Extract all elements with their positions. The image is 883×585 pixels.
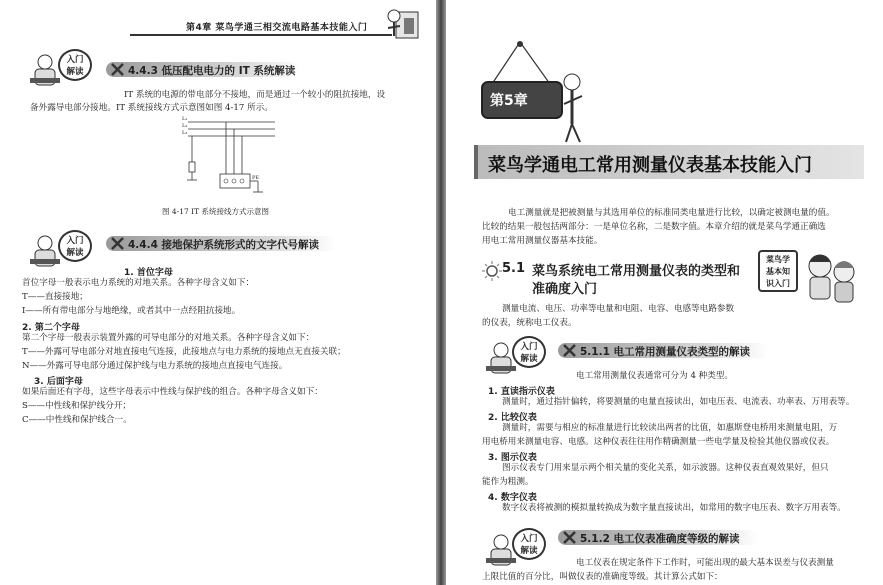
paragraph-line: N——外露可导电部分通过保护线与电力系统的接地点直接电气连接。 — [22, 361, 288, 371]
paragraph-line: 电工仪表在规定条件下工作时，可能出现的最大基本误差与仪表测量 — [576, 558, 834, 568]
mascot-icon — [486, 532, 516, 572]
section-number-5-1: 5.1 — [502, 261, 526, 276]
paragraph-line: 电工常用测量仪表通常可分为 4 种类型。 — [576, 371, 734, 381]
paragraph-line: IT 系统的电源的带电部分不接地，而是通过一个较小的阻抗接地，设 — [124, 90, 386, 100]
chapter-tag: 第5章 — [490, 93, 528, 109]
intro-badge — [58, 49, 92, 81]
diagram-label-l2: L₂ — [182, 123, 188, 129]
badge-line: 解读 — [66, 248, 84, 258]
tools-icon — [562, 530, 578, 545]
badge-line: 解读 — [520, 546, 538, 556]
intro-badge — [512, 528, 546, 560]
diagram-label-l3: L₃ — [182, 130, 188, 136]
badge-line: 解读 — [66, 67, 84, 77]
subheading: 4. 数字仪表 — [488, 493, 537, 503]
paragraph-line: 用电工常用测量仪器基本技能。 — [482, 236, 603, 246]
subheading: 1. 首位字母 — [124, 268, 173, 278]
tools-icon — [110, 236, 126, 251]
paragraph-line: 电工测量就是把被测量与其选用单位的标准同类电量进行比较，以确定被测电量的值。 — [508, 208, 835, 218]
paragraph-line: 数字仪表将被测的模拟量转换成为数字量直接读出，如常用的数字电压表、数字万用表等。 — [502, 503, 846, 513]
bubble-line: 菜鸟学 — [766, 255, 790, 264]
badge-line: 入门 — [66, 55, 84, 65]
header-rule — [130, 34, 392, 36]
paragraph-line: 用电桥用来测量电容、电感。这种仪表往往用作精确测量一些电学量及检验其他仪器或仪表。 — [482, 437, 835, 447]
mascot-icon — [486, 340, 516, 380]
bubble-note — [758, 250, 798, 292]
section-title-5-1-1: 5.1.1 电工常用测量仪表类型的解读 — [580, 346, 751, 358]
header-figure-icon — [384, 6, 424, 42]
chapter-title: 菜鸟学通电工常用测量仪表基本技能入门 — [488, 155, 812, 176]
paragraph-line: 如果后面还有字母，这些字母表示中性线与保护线的组合。各种字母含义如下： — [22, 387, 323, 397]
section-title-5-1: 准确度入门 — [532, 282, 598, 297]
paragraph-line: T——外露可导电部分对地直接电气连接，此接地点与电力系统的接地点无直接关联； — [22, 347, 346, 357]
intro-badge — [512, 336, 546, 368]
paragraph-line: 测量时，通过指针偏转，将要测量的电量直接读出，如电压表、电流表、功率表、万用表等。 — [502, 397, 855, 407]
section-title-4-4-3: 4.4.3 低压配电电力的 IT 系统解读 — [128, 65, 296, 77]
kids-icon — [802, 250, 862, 310]
subheading: 2. 第二个字母 — [22, 323, 80, 333]
section-title-4-4-4: 4.4.4 接地保护系统形式的文字代号解读 — [128, 239, 320, 251]
section-title-5-1-2: 5.1.2 电工仪表准确度等级的解读 — [580, 533, 740, 545]
sun-icon — [482, 261, 502, 281]
subheading: 3. 图示仪表 — [488, 453, 537, 463]
paragraph-line: 能作为粗测。 — [482, 477, 534, 487]
badge-line: 入门 — [520, 342, 538, 352]
paragraph-line: 备外露导电部分接地。IT 系统接线方式示意图如图 4-17 所示。 — [30, 103, 273, 113]
chapter-header: 第4章 菜鸟学通三相交流电路基本技能入门 — [186, 23, 368, 33]
book-spine — [436, 0, 446, 585]
paragraph-line: 第二个字母一般表示装置外露的可导电部分的对地关系。各种字母含义如下： — [22, 333, 315, 343]
section-title-5-1: 菜鸟系统电工常用测量仪表的类型和 — [532, 264, 741, 279]
bubble-line: 识入门 — [766, 279, 790, 288]
diagram-label-pe: PE — [252, 175, 260, 181]
left-page — [0, 0, 436, 585]
badge-line: 解读 — [520, 354, 538, 364]
it-system-diagram — [180, 118, 290, 200]
subheading: 3. 后面字母 — [34, 377, 83, 387]
tools-icon — [110, 62, 126, 77]
paragraph-line: T——直接接地； — [22, 292, 88, 302]
diagram-label-l1: L₁ — [182, 116, 188, 122]
paragraph-line: 的仪表，统称电工仪表。 — [482, 318, 577, 328]
right-page — [446, 0, 883, 585]
mascot-icon — [30, 52, 60, 92]
paragraph-line: 测量时，需要与相应的标准量进行比较读出两者的比值，如惠斯登电桥用来测量电阻，万 — [502, 423, 838, 433]
figure-caption: 图 4-17 IT 系统接线方式示意图 — [162, 207, 269, 216]
paragraph-line: S——中性线和保护线分开； — [22, 401, 132, 411]
badge-line: 入门 — [66, 236, 84, 246]
subheading: 2. 比较仪表 — [488, 413, 537, 423]
subheading: 1. 直读指示仪表 — [488, 387, 555, 397]
badge-line: 入门 — [520, 534, 538, 544]
paragraph-line: C——中性线和保护线合一。 — [22, 415, 132, 425]
paragraph-line: 比较的结果一般包括两部分：一是单位名称，二是数字值。本章介绍的就是菜鸟学通正确选 — [482, 222, 826, 232]
mascot-icon — [30, 233, 60, 273]
paragraph-line: 测量电流、电压、功率等电量和电阻、电容、电感等电路参数 — [502, 304, 735, 314]
tools-icon — [562, 343, 578, 358]
paragraph-line: 图示仪表专门用来显示两个相关量的变化关系，如示波器。这种仪表直观效果好，但只 — [502, 463, 829, 473]
paragraph-line: 首位字母一般表示电力系统的对地关系。各种字母含义如下： — [22, 278, 255, 288]
bubble-line: 基本知 — [766, 267, 790, 276]
paragraph-line: 上限比值的百分比，叫做仪表的准确度等级。其计算公式如下： — [482, 572, 723, 582]
intro-badge — [58, 230, 92, 262]
paragraph-line: I——所有带电部分与地绝缘，或者其中一点经阻抗接地。 — [22, 306, 241, 316]
